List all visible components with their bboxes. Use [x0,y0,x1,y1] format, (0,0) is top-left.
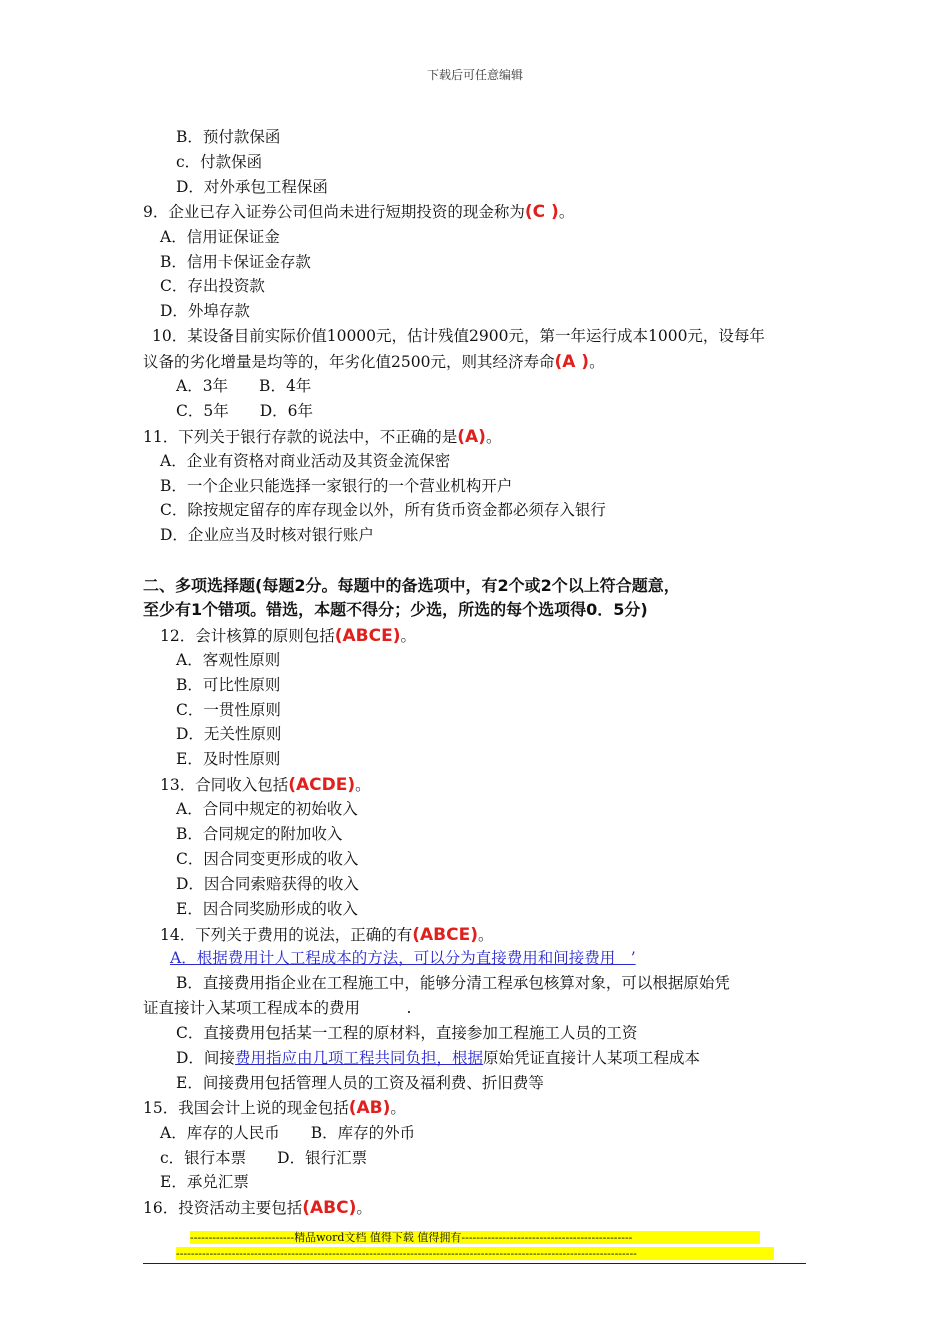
line-text: 二、多项选择题(每题2分。每题中的备选项中，有2个或2个以上符合题意， [143,576,680,595]
line-text: B．预付款保函 [176,128,281,146]
answer-mark: (ABC) [302,1198,357,1218]
text-line [160,1122,415,1144]
text-line [176,898,358,920]
text-line [176,151,262,173]
line-text: C．5年 D．6年 [176,402,314,420]
text-line [176,723,281,745]
line-text: A．合同中规定的初始收入 [176,800,358,818]
line-text: D．间接 [176,1049,235,1067]
line-text: B．信用卡保证金存款 [160,253,311,271]
text-line [143,351,605,373]
page-header: 下载后可任意编辑 [426,68,523,82]
line-text: 11．下列关于银行存款的说法中，不正确的是 [143,428,458,446]
line-text: 10．某设备目前实际价值10000元，估计残值2900元，第一年运行成本1000元，设每年 [152,327,765,345]
line-text: B．合同规定的附加收入 [176,825,343,843]
text-line [160,251,311,273]
line-text: D．外埠存款 [160,302,250,320]
text-line [152,325,765,347]
text-line [160,475,512,497]
line-suffix: 。 [558,203,575,221]
footer-banner: ----------------------------精品word文档 值得下载 值得拥有---------------------------------------------- [190,1231,760,1244]
line-text: E．及时性原则 [176,750,281,768]
text-line [143,426,501,448]
answer-mark: (AB) [348,1098,391,1118]
line-text: 至少有1个错项。错选，本题不得分；少选，所选的每个选项得0．5分) [143,600,648,619]
text-line [160,226,280,248]
text-line [176,674,280,696]
line-text: 12．会计核算的原则包括 [160,627,335,645]
line-text: A．信用证保证金 [160,228,280,246]
text-line [160,450,450,472]
answer-mark: (ABCE) [334,626,401,646]
line-text: 15．我国会计上说的现金包括 [143,1099,349,1117]
line-text: D．企业应当及时核对银行账户 [160,526,374,544]
line-text: C．因合同变更形成的收入 [176,850,359,868]
text-line [176,798,358,820]
text-line [160,1147,367,1169]
answer-mark: (A) [457,427,486,447]
text-line [170,947,636,969]
line-text: c．银行本票 D．银行汇票 [160,1149,368,1167]
text-line [160,774,371,796]
answer-mark: (ACDE) [288,775,356,795]
text-line [160,300,250,322]
text-line [160,275,265,297]
text-line [143,1097,406,1119]
text-line [176,126,280,148]
line-text: B．可比性原则 [176,676,281,694]
line-text: D．因合同索赔获得的收入 [176,875,359,893]
text-line [176,1047,700,1069]
line-suffix: 。 [477,926,494,944]
text-line [176,649,280,671]
footer-dash-line: ---------------------------------------------------------------------------------------------------------------------------- [176,1247,774,1260]
line-text: 16．投资活动主要包括 [143,1199,303,1217]
line-text: B．一个企业只能选择一家银行的一个营业机构开户 [160,477,513,495]
answer-mark: (A ) [554,352,590,372]
line-text: C．存出投资款 [160,277,265,295]
text-line [176,848,358,870]
text-line [160,924,494,946]
text-line [143,201,574,223]
line-text: c．付款保函 [176,153,263,171]
text-line [143,1197,372,1219]
line-text: B．直接费用指企业在工程施工中，能够分清工程承包核算对象，可以根据原始凭 [176,974,730,992]
text-line [160,524,374,546]
line-text: 13．合同收入包括 [160,776,289,794]
line-text: A．客观性原则 [176,651,281,669]
line-text: 9．企业已存入证券公司但尚未进行短期投资的现金称为 [143,203,525,221]
text-line [160,1171,249,1193]
text-line [176,1022,637,1044]
section-heading [143,575,680,597]
line-text: E．因合同奖励形成的收入 [176,900,358,918]
answer-mark: (C ) [524,202,559,222]
text-line [176,873,359,895]
text-line [176,699,281,721]
line-text: A．库存的人民币 B．库存的外币 [160,1124,416,1142]
hyperlink-text[interactable]: A．根据费用计人工程成本的方法，可以分为直接费用和间接费用 ’ [170,949,636,967]
text-line [176,748,280,770]
answer-mark: (ABCE) [412,925,478,945]
line-text: 议备的劣化增量是均等的，年劣化值2500元，则其经济寿命 [143,353,555,371]
text-line [176,1072,544,1094]
line-suffix: 原始凭证直接计人某项工程成本 [482,1049,700,1067]
line-suffix: 。 [589,353,605,371]
line-text: C．直接费用包括某一工程的原材料，直接参加工程施工人员的工资 [176,1024,638,1042]
line-text: E．承兑汇票 [160,1173,249,1191]
text-line [176,823,342,845]
text-line [160,499,606,521]
hyperlink-text[interactable]: 费用指应由几项工程共同负担，根据 [234,1049,483,1067]
line-suffix: 。 [390,1099,406,1117]
line-text: D．无关性原则 [176,725,282,743]
footer-rule [143,1263,806,1264]
text-line [143,997,411,1019]
text-line [176,972,730,994]
line-text: 证直接计入某项工程成本的费用 . [143,999,412,1017]
line-text: A．3年 B．4年 [176,377,312,395]
text-line [176,400,313,422]
line-suffix: 。 [400,627,416,645]
text-line [160,625,416,647]
line-text: 14．下列关于费用的说法，正确的有 [160,926,413,944]
line-text: C．一贯性原则 [176,701,281,719]
line-text: C．除按规定留存的库存现金以外，所有货币资金都必须存入银行 [160,501,606,519]
section-heading [143,599,648,621]
line-text: D．对外承包工程保函 [176,178,328,196]
line-text: A．企业有资格对商业活动及其资金流保密 [160,452,451,470]
text-line [176,375,311,397]
line-suffix: 。 [485,428,502,446]
line-text: E．间接费用包括管理人员的工资及福利费、折旧费等 [176,1074,544,1092]
line-suffix: 。 [355,776,371,794]
line-suffix: 。 [356,1199,372,1217]
text-line [176,176,328,198]
